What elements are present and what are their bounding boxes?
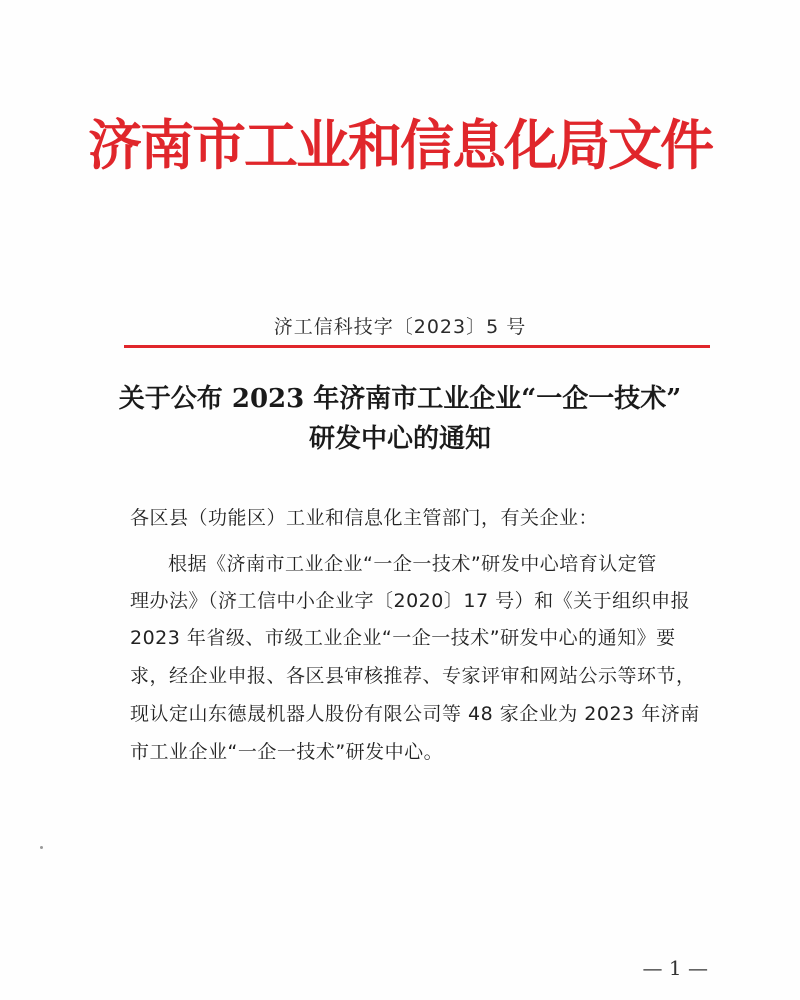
page-number: — 1 —: [642, 956, 708, 980]
document-number: 济工信科技字〔2023〕5 号: [273, 316, 527, 338]
paragraph-line: 根据《济南市工业企业“一企一技术”研发中心培育认定管: [168, 553, 657, 575]
paragraph-line: 现认定山东德晟机器人股份有限公司等 48 家企业为 2023 年济南: [130, 703, 700, 725]
addressee-line: 各区县（功能区）工业和信息化主管部门，有关企业：: [130, 507, 599, 529]
scan-speck: [40, 846, 43, 849]
document-masthead: 济南市工业和信息化局文件: [88, 113, 712, 177]
paragraph-line: 理办法》（济工信中小企业字〔2020〕17 号）和《关于组织申报: [130, 590, 691, 612]
document-title-line-2: 研发中心的通知: [308, 424, 491, 454]
red-divider-line: [124, 345, 710, 348]
paragraph-line: 2023 年省级、市级工业企业“一企一技术”研发中心的通知》要: [130, 627, 676, 649]
document-title-line-1: 关于公布 2023 年济南市工业企业“一企一技术”: [118, 384, 682, 414]
paragraph-line: 市工业企业“一企一技术”研发中心。: [130, 741, 444, 763]
paragraph-line: 求，经企业申报、各区县审核推荐、专家评审和网站公示等环节，: [130, 665, 696, 687]
